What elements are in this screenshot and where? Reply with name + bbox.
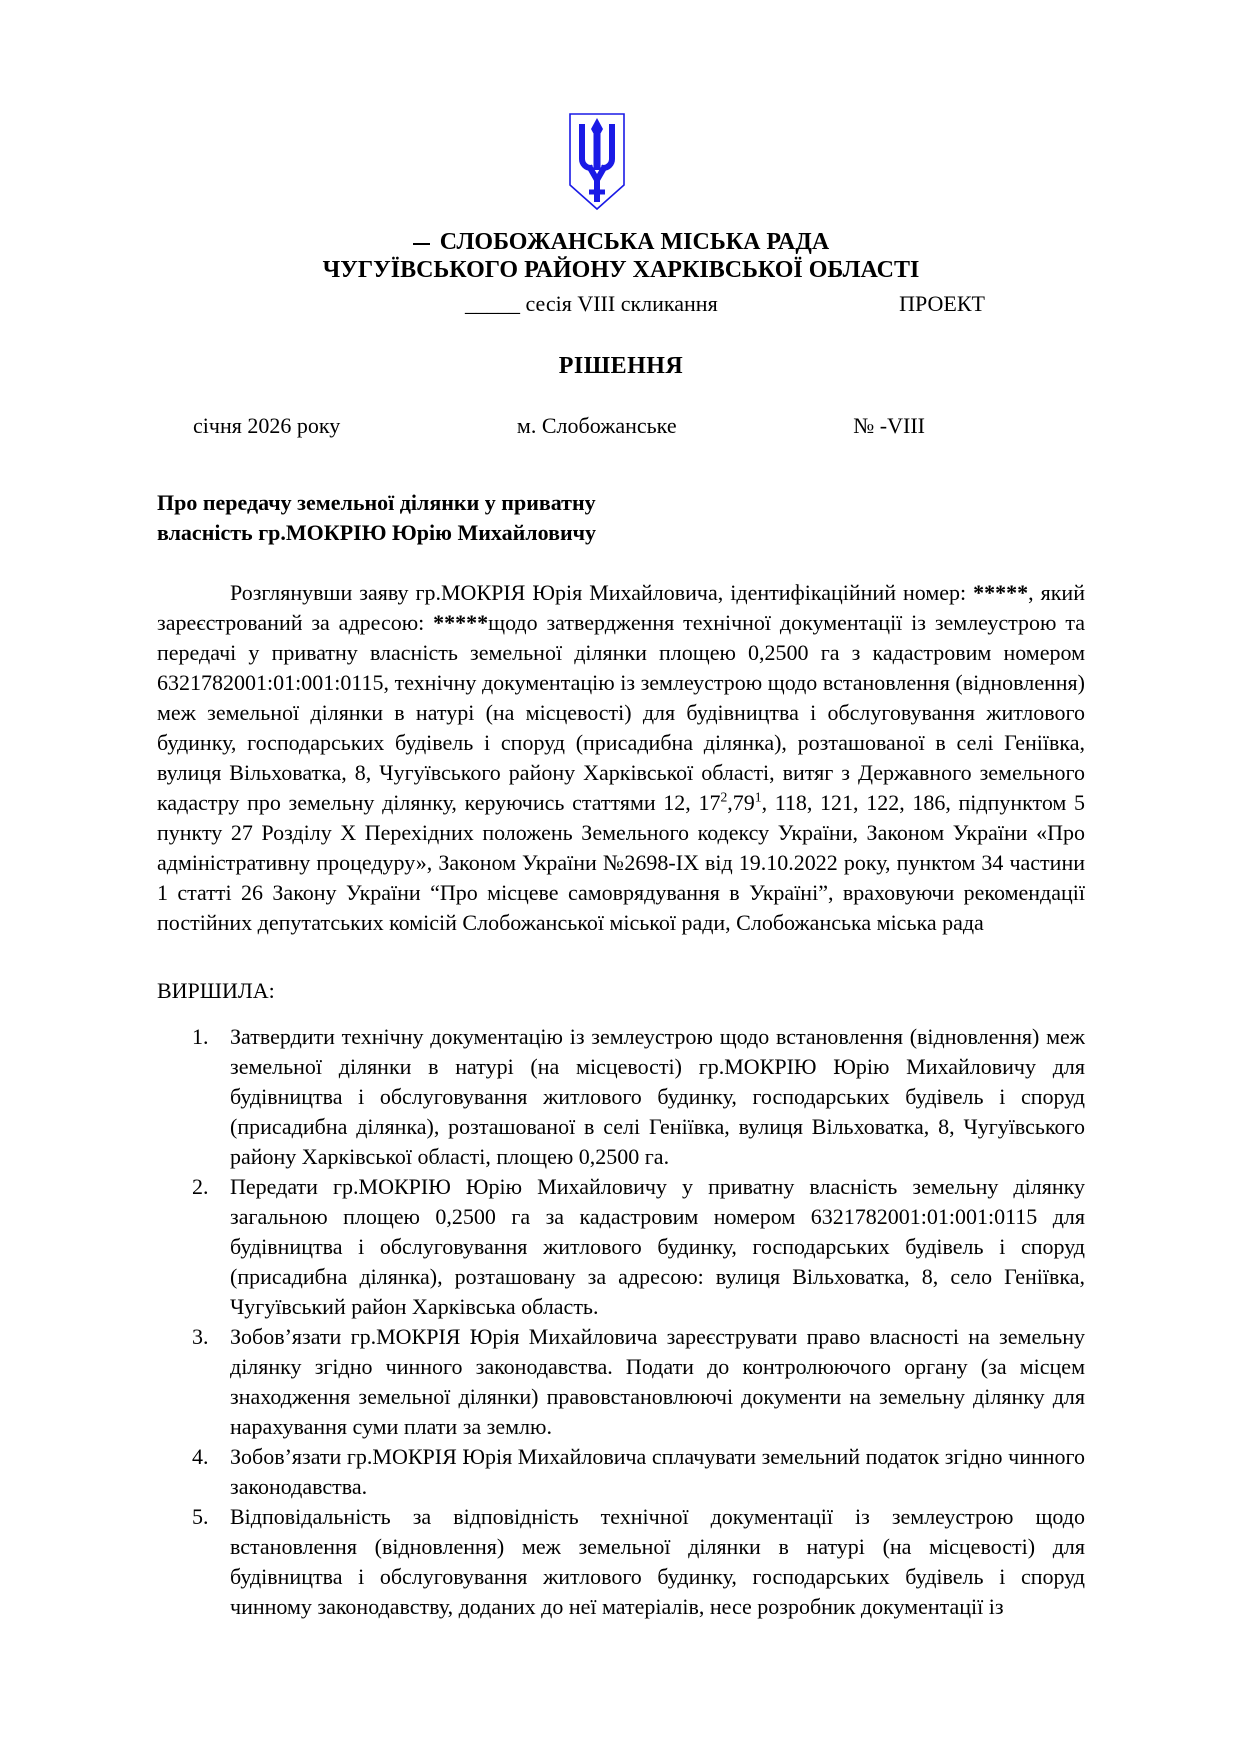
session-row — [157, 290, 1085, 318]
session-line — [465, 290, 718, 318]
resolution-item — [192, 1172, 1085, 1322]
stray-underscore-mark — [413, 243, 430, 245]
doc-title: РІШЕННЯ — [558, 353, 684, 379]
org-name-text1: СЛОБОЖАНСЬКА МІСЬКА РАДА — [439, 229, 830, 255]
preamble-text: , який зареєстрований за адресою: — [157, 580, 1085, 635]
item-text: Зобов’язати гр.МОКРІЯ Юрія Михайловича зареєструвати право власності на земельну ділянку згідно чинного законодавства. Подати до контролюючого органу (за місцем знаходження земельної ділянки) правовстановлюючі документи на земельну ділянку для нарахування суми плати за землю. — [230, 1324, 1085, 1439]
preamble-bold-text: ***** — [433, 610, 489, 635]
session-text: сесія VIII скликання — [520, 291, 718, 316]
item-number: 3. — [192, 1324, 209, 1349]
item-text: Відповідальність за відповідність технічної документації із землеустрою щодо встановлення (відновлення) меж земельної ділянки в натурі (на місцевості) для будівництва і обслуговування житлового будинку, господарських будівель і споруд чинному законодавству, доданих до неї матеріалів, несе розробник документації із — [230, 1504, 1085, 1619]
org-name-line1 — [157, 228, 1085, 256]
doc-place: м. Слобожанське — [516, 413, 677, 438]
item-number: 5. — [192, 1504, 209, 1529]
meta-row — [157, 412, 1085, 440]
subject-line2: власність гр.МОКРІЮ Юрію Михайловичу — [157, 520, 597, 545]
preamble-text: щодо затвердження технічної документації із землеустрою та передачі у приватну власність земельної ділянки площею 0,2500 га з кадастровим номером 6321782001:01:001:0115, технічну документацію із землеустрою щодо встановлення (відновлення) меж земельної ділянки в натурі (на місцевості) для будівництва і обслуговування житлового будинку, господарських будівель і споруд (присадибна ділянка), розташованої в селі Геніївка, вулиця Вільховатка, 8, Чугуївського району Харківської області, витяг з Державного земельного кадастру про земельну ділянку, керуючись статтями 12, 17 — [157, 610, 1085, 815]
resolution-item — [192, 1442, 1085, 1502]
preamble-superscript: 1 — [754, 789, 762, 805]
preamble-text: ,79 — [727, 790, 755, 815]
trident-icon — [567, 112, 627, 214]
item-number: 1. — [192, 1024, 209, 1049]
doc-number: № -VIII — [853, 413, 925, 438]
document-content — [157, 112, 1085, 1622]
preamble-bold-text: ***** — [973, 580, 1029, 605]
resolution-label: ВИРШИЛА: — [157, 978, 275, 1003]
item-text: Передати гр.МОКРІЮ Юрію Михайловичу у приватну власність земельну ділянку загальною площею 0,2500 га за кадастровим номером 6321782001:01:001:0115 для будівництва і обслуговування житлового будинку, господарських будівель і споруд (присадибна ділянка), розташовану за адресою: вулиця Вільховатка, 8, село Геніївка, Чугуївський район Харківська область. — [230, 1174, 1085, 1319]
ukraine-trident-emblem — [567, 112, 627, 220]
project-label: ПРОЕКТ — [899, 291, 985, 316]
preamble-text: , 118, 121, 122, 186, підпунктом 5 пункту 27 Розділу X Перехідних положень Земельного кодексу України, Законом України «Про адміністративну процедуру», Законом України №2698-IX від 19.10.2022 року, пунктом 34 частини 1 статті 26 Закону України “Про місцеве самоврядування в Україні”, враховуючи рекомендації постійних депутатських комісій Слобожанської міської ради, Слобожанська міська рада — [157, 790, 1085, 935]
subject-line1: Про передачу земельної ділянки у приватну — [157, 490, 596, 515]
item-number: 2. — [192, 1174, 209, 1199]
resolution-item — [192, 1502, 1085, 1622]
resolution-list — [157, 1022, 1085, 1622]
preamble-text: Розглянувши заяву гр.МОКРІЯ Юрія Михайловича, ідентифікаційний номер: — [230, 580, 974, 605]
item-text: Затвердити технічну документацію із землеустрою щодо встановлення (відновлення) меж земельної ділянки в натурі (на місцевості) гр.МОКРІЮ Юрію Михайловичу для будівництва і обслуговування житлового будинку, господарських будівель і споруд (присадибна ділянка), розташованої в селі Геніївка, вулиця Вільховатка, 8, Чугуївського району Харківської області, площею 0,2500 га. — [230, 1024, 1085, 1169]
resolution-item — [192, 1022, 1085, 1172]
session-blank: _____ — [465, 291, 520, 316]
resolution-item — [192, 1322, 1085, 1442]
doc-date: січня 2026 року — [193, 413, 341, 438]
preamble — [157, 578, 1085, 938]
org-name-line2 — [157, 256, 1085, 284]
item-text: Зобов’язати гр.МОКРІЯ Юрія Михайловича сплачувати земельний податок згідно чинного законодавства. — [230, 1444, 1085, 1499]
org-name-text2: ЧУГУЇВСЬКОГО РАЙОНУ ХАРКІВСЬКОЇ ОБЛАСТІ — [322, 257, 920, 283]
item-number: 4. — [192, 1444, 209, 1469]
preamble-superscript: 2 — [720, 789, 728, 805]
subject-block — [157, 488, 1085, 548]
